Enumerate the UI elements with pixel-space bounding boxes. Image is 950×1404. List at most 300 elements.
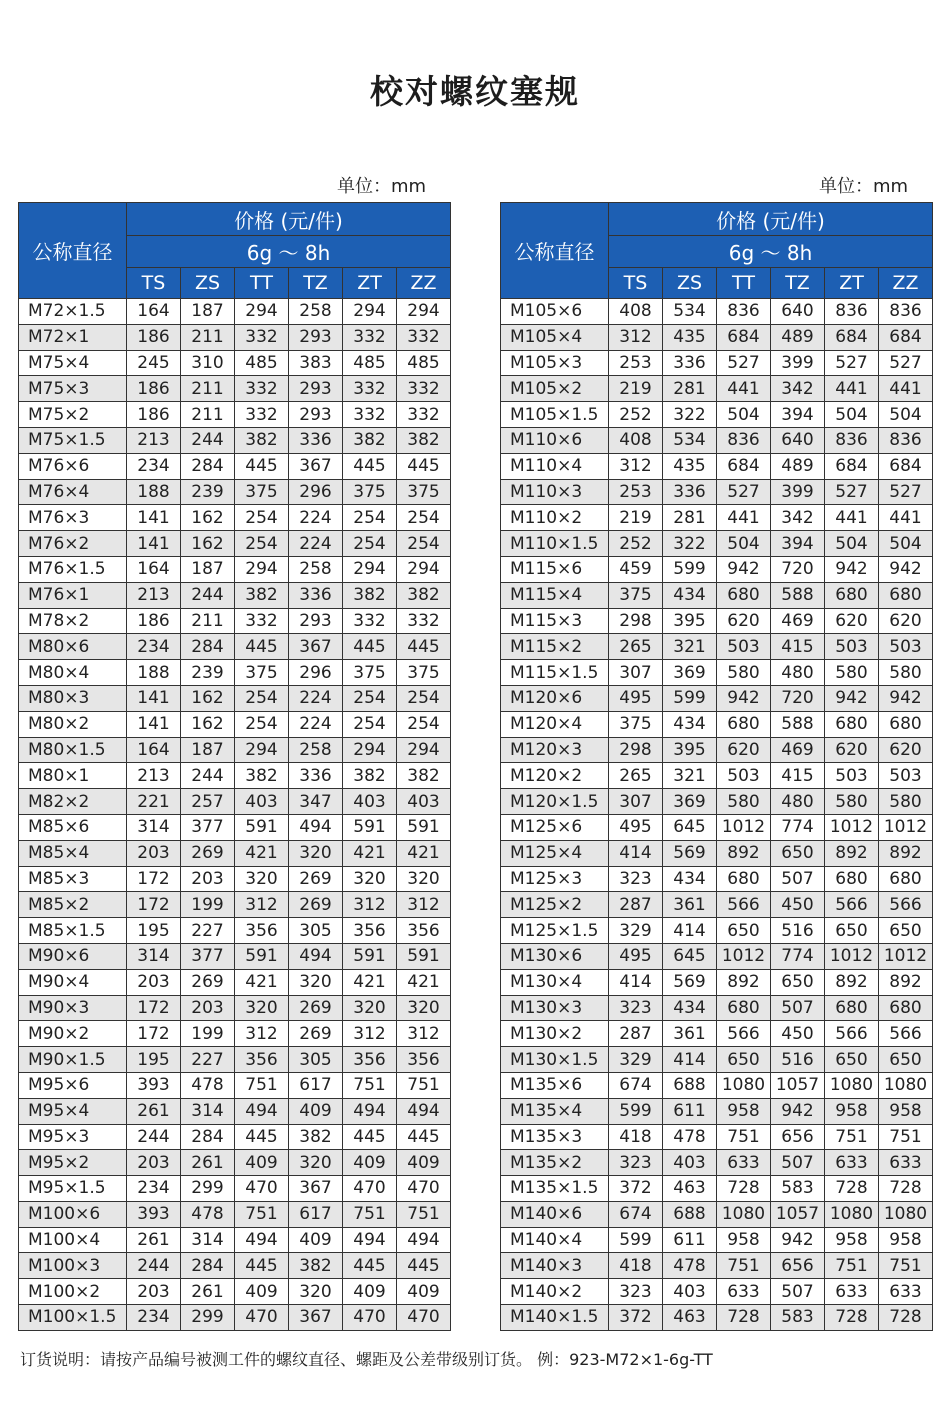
thread-size-cell: M80×3 [19,685,127,711]
price-cell: 294 [397,556,451,582]
table-row [19,1124,451,1150]
price-cell: 414 [609,969,663,995]
price-cell: 356 [343,1047,397,1073]
price-cell: 751 [397,1201,451,1227]
price-cell: 294 [343,299,397,325]
price-cell: 441 [717,376,771,402]
price-cell: 751 [397,1072,451,1098]
price-cell: 1080 [879,1201,933,1227]
price-cell: 382 [397,582,451,608]
thread-size-cell: M115×4 [501,582,609,608]
price-cell: 728 [879,1176,933,1202]
thread-size-cell: M76×1.5 [19,556,127,582]
price-cell: 293 [289,376,343,402]
price-cell: 244 [127,1253,181,1279]
price-cell: 599 [663,556,717,582]
price-cell: 445 [235,1124,289,1150]
thread-size-cell: M80×2 [19,711,127,737]
price-cell: 375 [397,660,451,686]
price-cell: 377 [181,943,235,969]
thread-size-cell: M120×6 [501,685,609,711]
price-cell: 293 [289,402,343,428]
thread-size-cell: M90×2 [19,1021,127,1047]
price-cell: 516 [771,918,825,944]
thread-size-cell: M105×1.5 [501,402,609,428]
price-cell: 310 [181,350,235,376]
price-cell: 620 [879,737,933,763]
price-cell: 418 [609,1253,663,1279]
price-cell: 421 [397,840,451,866]
price-cell: 254 [235,685,289,711]
price-cell: 494 [343,1098,397,1124]
price-cell: 1012 [717,943,771,969]
price-cell: 234 [127,453,181,479]
price-cell: 312 [609,324,663,350]
table-row [501,969,933,995]
price-cell: 299 [181,1305,235,1331]
unit-label-left: 单位：mm [337,176,427,197]
price-cell: 258 [289,556,343,582]
price-cell: 470 [343,1305,397,1331]
price-cell: 441 [825,376,879,402]
price-cell: 674 [609,1072,663,1098]
price-cell: 527 [879,479,933,505]
price-cell: 650 [879,918,933,944]
table-row [19,969,451,995]
price-cell: 580 [825,660,879,686]
table-row [19,685,451,711]
price-cell: 336 [663,479,717,505]
price-cell: 480 [771,789,825,815]
price-cell: 836 [879,299,933,325]
price-cell: 213 [127,763,181,789]
price-cell: 293 [289,608,343,634]
table-row [501,866,933,892]
price-cell: 942 [717,685,771,711]
price-cell: 414 [663,918,717,944]
price-cell: 322 [663,531,717,557]
price-cell: 728 [717,1176,771,1202]
price-cell: 312 [397,892,451,918]
price-cell: 503 [717,763,771,789]
price-cell: 294 [343,556,397,582]
price-cell: 281 [663,376,717,402]
price-cell: 294 [343,737,397,763]
price-cell: 620 [879,608,933,634]
price-cell: 415 [771,763,825,789]
price-cell: 323 [609,866,663,892]
price-cell: 399 [771,350,825,376]
price-cell: 329 [609,918,663,944]
table-row [19,582,451,608]
thread-size-cell: M130×6 [501,943,609,969]
price-cell: 409 [235,1279,289,1305]
price-cell: 332 [235,324,289,350]
price-cell: 296 [289,479,343,505]
price-cell: 293 [289,324,343,350]
price-cell: 332 [343,376,397,402]
price-cell: 645 [663,814,717,840]
price-cell: 213 [127,582,181,608]
price-cell: 320 [343,995,397,1021]
thread-size-cell: M100×3 [19,1253,127,1279]
price-cell: 312 [235,892,289,918]
price-cell: 372 [609,1305,663,1331]
price-cell: 320 [289,1279,343,1305]
price-cell: 219 [609,376,663,402]
price-cell: 580 [717,660,771,686]
column-header: TZ [771,268,825,299]
column-header: ZT [343,268,397,299]
price-cell: 504 [717,531,771,557]
price-cell: 172 [127,995,181,1021]
column-header: ZS [181,268,235,299]
price-cell: 186 [127,324,181,350]
price-cell: 650 [825,918,879,944]
price-cell: 470 [397,1176,451,1202]
table-row [501,479,933,505]
price-cell: 284 [181,1253,235,1279]
price-cell: 329 [609,1047,663,1073]
price-cell: 305 [289,918,343,944]
price-cell: 375 [609,711,663,737]
table-row [19,505,451,531]
price-cell: 650 [717,1047,771,1073]
price-cell: 445 [397,453,451,479]
price-cell: 680 [825,866,879,892]
table-row [501,1047,933,1073]
thread-size-cell: M85×6 [19,814,127,840]
price-cell: 312 [235,1021,289,1047]
price-cell: 162 [181,531,235,557]
price-cell: 164 [127,556,181,582]
price-cell: 361 [663,892,717,918]
column-header: TS [127,268,181,299]
price-cell: 294 [235,556,289,582]
price-cell: 321 [663,763,717,789]
price-cell: 265 [609,763,663,789]
price-cell: 254 [343,711,397,737]
price-cell: 892 [717,840,771,866]
price-cell: 199 [181,892,235,918]
price-cell: 588 [771,582,825,608]
thread-size-cell: M115×1.5 [501,660,609,686]
price-cell: 195 [127,918,181,944]
price-cell: 674 [609,1201,663,1227]
price-cell: 336 [289,427,343,453]
price-cell: 591 [343,943,397,969]
price-cell: 836 [879,427,933,453]
price-cell: 494 [397,1227,451,1253]
table-row [501,660,933,686]
price-cell: 751 [235,1072,289,1098]
price-cell: 375 [235,479,289,505]
price-cell: 203 [127,1150,181,1176]
price-cell: 688 [663,1072,717,1098]
price-cell: 394 [771,531,825,557]
table-row [501,1305,933,1331]
price-cell: 409 [343,1279,397,1305]
thread-size-cell: M72×1 [19,324,127,350]
price-cell: 650 [879,1047,933,1073]
table-row [501,840,933,866]
price-cell: 239 [181,479,235,505]
price-cell: 434 [663,582,717,608]
price-cell: 203 [127,1279,181,1305]
column-header: ZS [663,268,717,299]
price-cell: 312 [609,453,663,479]
price-cell: 294 [235,737,289,763]
price-cell: 254 [397,711,451,737]
page-title: 校对螺纹塞规 [370,72,580,111]
price-cell: 435 [663,453,717,479]
price-cell: 254 [235,505,289,531]
price-cell: 1080 [825,1201,879,1227]
price-cell: 375 [609,582,663,608]
table-row [19,1305,451,1331]
thread-size-cell: M130×2 [501,1021,609,1047]
price-cell: 958 [717,1098,771,1124]
price-cell: 203 [127,969,181,995]
table-row [19,427,451,453]
price-cell: 188 [127,479,181,505]
table-row [501,324,933,350]
price-cell: 227 [181,918,235,944]
price-cell: 580 [825,789,879,815]
price-cell: 591 [397,814,451,840]
price-cell: 1012 [879,943,933,969]
price-cell: 211 [181,608,235,634]
thread-size-cell: M80×1.5 [19,737,127,763]
thread-size-cell: M125×6 [501,814,609,840]
price-cell: 367 [289,1305,343,1331]
price-cell: 527 [879,350,933,376]
price-cell: 1012 [825,814,879,840]
price-cell: 445 [343,1124,397,1150]
price-cell: 836 [825,299,879,325]
price-cell: 284 [181,634,235,660]
price-cell: 942 [825,556,879,582]
thread-size-cell: M76×1 [19,582,127,608]
header-price: 价格 (元/件) [609,203,933,236]
price-cell: 421 [397,969,451,995]
price-cell: 611 [663,1098,717,1124]
header-tolerance: 6g ～ 8h [127,236,451,268]
price-cell: 403 [343,789,397,815]
price-cell: 1012 [717,814,771,840]
price-cell: 751 [717,1253,771,1279]
price-cell: 507 [771,995,825,1021]
thread-size-cell: M75×2 [19,402,127,428]
price-cell: 620 [825,737,879,763]
price-cell: 445 [343,453,397,479]
price-cell: 320 [235,866,289,892]
price-cell: 774 [771,814,825,840]
price-cell: 633 [825,1279,879,1305]
price-cell: 599 [663,685,717,711]
thread-size-cell: M90×6 [19,943,127,969]
thread-size-cell: M140×6 [501,1201,609,1227]
price-cell: 269 [289,1021,343,1047]
price-cell: 199 [181,1021,235,1047]
price-cell: 650 [717,918,771,944]
price-cell: 415 [771,634,825,660]
table-row [501,350,933,376]
price-cell: 507 [771,1279,825,1305]
price-cell: 382 [289,1124,343,1150]
price-cell: 534 [663,427,717,453]
price-cell: 633 [879,1279,933,1305]
price-cell: 382 [397,763,451,789]
price-cell: 684 [825,324,879,350]
price-cell: 942 [771,1098,825,1124]
price-cell: 312 [343,892,397,918]
price-cell: 188 [127,660,181,686]
price-cell: 320 [289,1150,343,1176]
price-cell: 640 [771,299,825,325]
price-cell: 224 [289,531,343,557]
price-cell: 284 [181,1124,235,1150]
price-cell: 478 [181,1072,235,1098]
price-cell: 269 [289,866,343,892]
thread-size-cell: M100×1.5 [19,1305,127,1331]
price-cell: 257 [181,789,235,815]
price-cell: 314 [127,943,181,969]
price-cell: 617 [289,1201,343,1227]
price-cell: 1057 [771,1201,825,1227]
thread-size-cell: M125×4 [501,840,609,866]
price-cell: 450 [771,892,825,918]
thread-size-cell: M140×1.5 [501,1305,609,1331]
thread-size-cell: M75×1.5 [19,427,127,453]
table-row [19,1176,451,1202]
price-cell: 367 [289,634,343,660]
price-cell: 409 [235,1150,289,1176]
price-cell: 320 [289,969,343,995]
price-cell: 445 [397,1124,451,1150]
price-cell: 375 [397,479,451,505]
price-cell: 494 [289,814,343,840]
thread-size-cell: M140×3 [501,1253,609,1279]
thread-size-cell: M120×2 [501,763,609,789]
price-cell: 1057 [771,1072,825,1098]
thread-size-cell: M130×3 [501,995,609,1021]
price-cell: 620 [717,737,771,763]
price-cell: 312 [343,1021,397,1047]
price-cell: 434 [663,866,717,892]
price-cell: 332 [343,324,397,350]
price-cell: 1080 [825,1072,879,1098]
price-cell: 336 [289,763,343,789]
price-cell: 367 [289,1176,343,1202]
price-cell: 162 [181,505,235,531]
table-row [501,299,933,325]
table-row [501,892,933,918]
price-cell: 421 [235,840,289,866]
price-cell: 640 [771,427,825,453]
thread-size-cell: M85×3 [19,866,127,892]
price-cell: 656 [771,1124,825,1150]
thread-size-cell: M90×3 [19,995,127,1021]
thread-size-cell: M100×4 [19,1227,127,1253]
price-cell: 403 [663,1150,717,1176]
price-cell: 445 [343,634,397,660]
price-cell: 527 [717,479,771,505]
table-row [501,582,933,608]
thread-size-cell: M95×3 [19,1124,127,1150]
table-row [501,402,933,428]
price-cell: 224 [289,711,343,737]
thread-size-cell: M115×3 [501,608,609,634]
price-cell: 287 [609,1021,663,1047]
price-cell: 507 [771,1150,825,1176]
price-cell: 569 [663,969,717,995]
price-cell: 258 [289,299,343,325]
price-cell: 409 [397,1150,451,1176]
thread-size-cell: M76×4 [19,479,127,505]
price-cell: 172 [127,1021,181,1047]
price-cell: 332 [397,324,451,350]
table-row [501,814,933,840]
price-cell: 684 [879,324,933,350]
price-cell: 728 [825,1305,879,1331]
price-cell: 403 [235,789,289,815]
thread-size-cell: M85×2 [19,892,127,918]
thread-size-cell: M85×1.5 [19,918,127,944]
price-cell: 253 [609,479,663,505]
thread-size-cell: M140×2 [501,1279,609,1305]
price-cell: 650 [771,840,825,866]
thread-size-cell: M110×1.5 [501,531,609,557]
thread-size-cell: M135×1.5 [501,1176,609,1202]
price-cell: 580 [879,789,933,815]
thread-size-cell: M120×4 [501,711,609,737]
thread-size-cell: M120×3 [501,737,609,763]
price-cell: 684 [717,453,771,479]
price-cell: 409 [343,1150,397,1176]
price-cell: 892 [717,969,771,995]
price-cell: 332 [343,402,397,428]
thread-size-cell: M135×2 [501,1150,609,1176]
price-cell: 489 [771,453,825,479]
table-row [19,324,451,350]
price-cell: 356 [397,918,451,944]
thread-size-cell: M76×2 [19,531,127,557]
price-cell: 186 [127,402,181,428]
price-cell: 527 [825,479,879,505]
price-cell: 441 [879,376,933,402]
price-cell: 269 [289,995,343,1021]
table-row [501,685,933,711]
price-cell: 836 [717,299,771,325]
table-row [501,943,933,969]
price-cell: 494 [289,943,343,969]
price-cell: 195 [127,1047,181,1073]
column-header: TT [717,268,771,299]
price-cell: 504 [879,402,933,428]
table-row [501,1201,933,1227]
price-cell: 314 [127,814,181,840]
price-cell: 323 [609,995,663,1021]
price-cell: 591 [397,943,451,969]
table-row [501,1124,933,1150]
price-cell: 394 [771,402,825,428]
price-cell: 367 [289,453,343,479]
price-cell: 408 [609,427,663,453]
price-cell: 244 [181,763,235,789]
price-cell: 162 [181,711,235,737]
price-cell: 1080 [717,1201,771,1227]
